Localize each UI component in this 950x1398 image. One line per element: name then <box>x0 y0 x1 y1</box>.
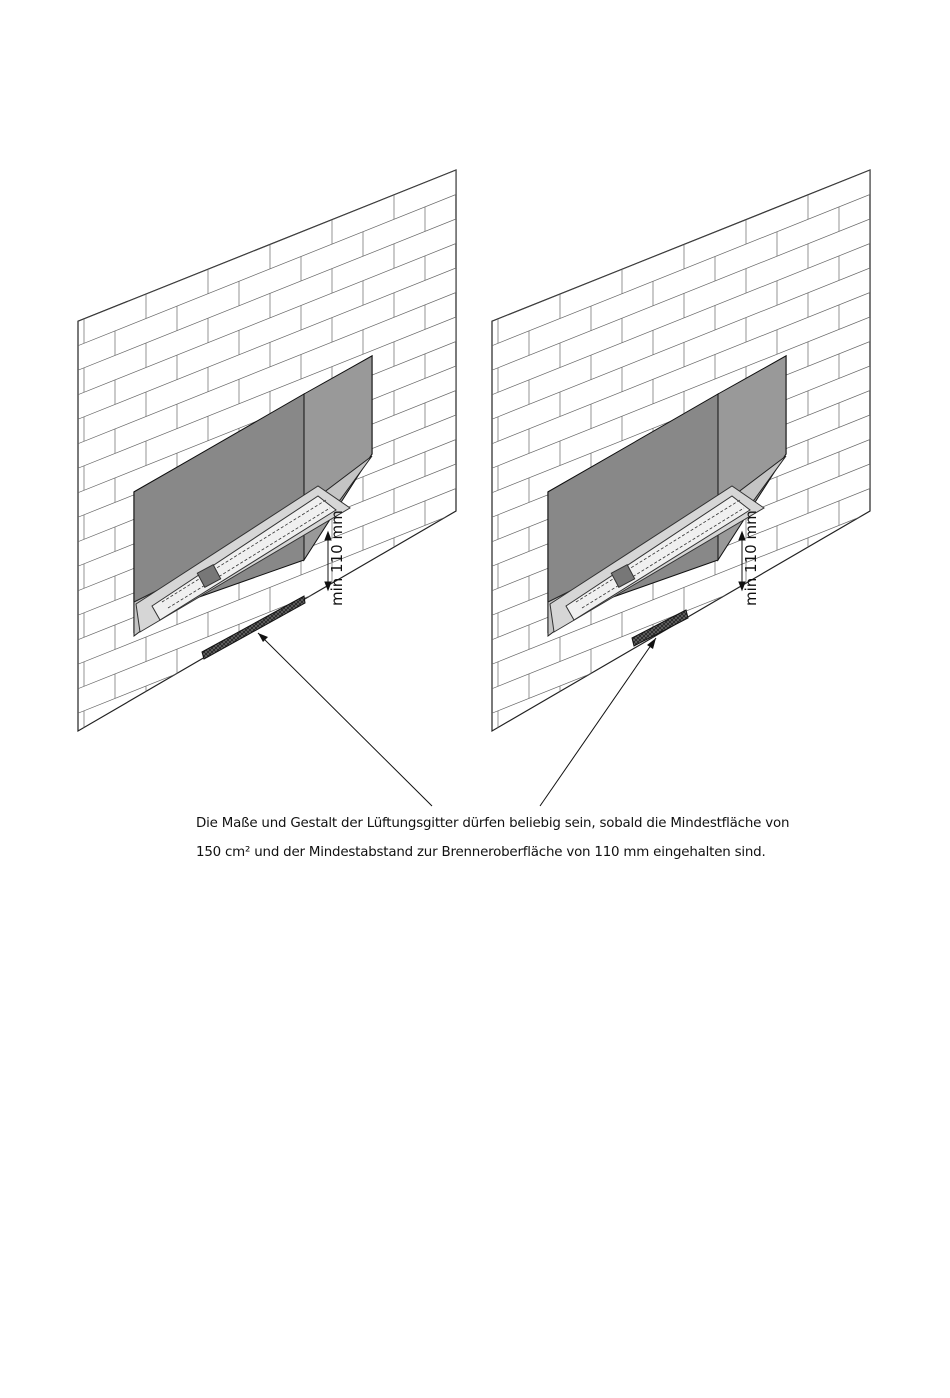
caption-line-2: 150 cm² und der Mindestabstand zur Brenneroberfläche von 110 mm eingehalten sind. <box>196 845 766 860</box>
dimension-value: 110 <box>742 539 760 573</box>
distance-dimension <box>739 510 760 606</box>
caption-line-1: Die Maße und Gestalt der Lüftungsgitter dürfen beliebig sein, sobald die Mindestfläche von <box>196 816 790 831</box>
dimension-unit: mm <box>328 510 346 540</box>
dimension-label <box>328 510 346 606</box>
dimension-value: 110 <box>328 539 346 573</box>
dimension-prefix: min <box>742 572 760 606</box>
pointer-arrowhead-left <box>258 633 268 642</box>
pointer-arrow-left <box>258 633 432 806</box>
dimension-prefix: min <box>328 572 346 606</box>
distance-dimension <box>325 510 346 606</box>
dimension-unit: mm <box>742 510 760 540</box>
dimension-label <box>742 510 760 606</box>
